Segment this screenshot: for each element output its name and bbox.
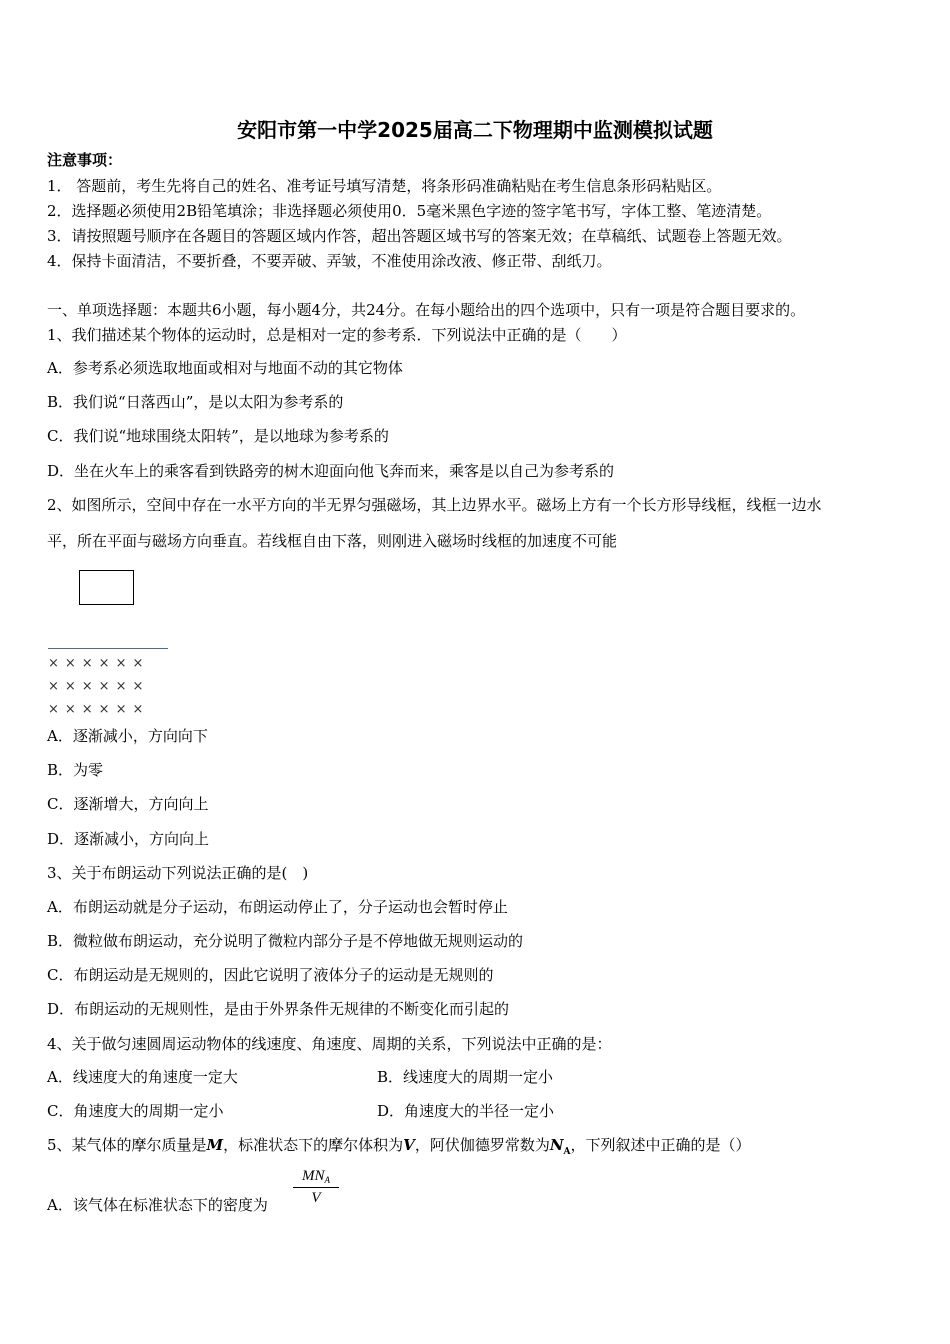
question-2-stem-line2: 平，所在平面与磁场方向垂直。若线框自由下落，则刚进入磁场时线框的加速度不可能 — [47, 532, 618, 550]
q5-avogadro-symbol: N — [549, 1136, 564, 1154]
question-4-option-b: B．线速度大的周期一定小 — [377, 1068, 554, 1086]
q5-stem-text: ，标准状态下的摩尔体积为 — [223, 1136, 404, 1154]
field-row: ×××××× — [48, 679, 150, 694]
question-4-option-c: C．角速度大的周期一定小 — [47, 1102, 224, 1120]
magnetic-field-diagram — [48, 652, 149, 721]
question-5-option-a: A．该气体在标准状态下的密度为 — [47, 1196, 268, 1214]
fraction-denominator: V — [311, 1190, 321, 1206]
notice-heading: 注意事项： — [47, 151, 123, 169]
question-1-option-b: B．我们说“日落西山”，是以太阳为参考系的 — [47, 393, 344, 411]
question-2-option-d: D．逐渐减小，方向向上 — [47, 830, 210, 848]
question-4-stem: 4、关于做匀速圆周运动物体的线速度、角速度、周期的关系，下列说法中正确的是： — [47, 1035, 612, 1053]
page-title: 安阳市第一中学2025届高二下物理期中监测模拟试题 — [237, 118, 713, 142]
magnetic-field-boundary — [48, 648, 168, 649]
q5-stem-text: ，下列叙述中正确的是（） — [570, 1136, 751, 1154]
field-row: ×××××× — [48, 702, 150, 717]
fraction-numerator — [293, 1168, 339, 1188]
numerator-text: MN — [302, 1168, 325, 1184]
question-5-stem — [47, 1135, 751, 1162]
question-3-option-a: A．布朗运动就是分子运动，布朗运动停止了，分子运动也会暂时停止 — [47, 898, 508, 916]
question-3-option-c: C．布朗运动是无规则的，因此它说明了液体分子的运动是无规则的 — [47, 966, 494, 984]
q5-avogadro-subscript: A — [563, 1147, 571, 1157]
question-1-option-d: D．坐在火车上的乘客看到铁路旁的树木迎面向他飞奔而来，乘客是以自己为参考系的 — [47, 462, 615, 480]
notice-item: 1． 答题前，考生先将自己的姓名、准考证号填写清楚，将条形码准确粘贴在考生信息条形码粘贴区。 — [47, 177, 722, 195]
notice-item: 3．请按照题号顺序在各题目的答题区域内作答，超出答题区域书写的答案无效；在草稿纸、试题卷上答题无效。 — [47, 227, 792, 245]
q5-volume-symbol: V — [403, 1136, 415, 1154]
notice-item: 4．保持卡面清洁，不要折叠，不要弄破、弄皱，不准使用涂改液、修正带、刮纸刀。 — [47, 252, 612, 270]
numerator-subscript: A — [324, 1175, 330, 1185]
question-2-stem-line1: 2、如图所示，空间中存在一水平方向的半无界匀强磁场，其上边界水平。磁场上方有一个长方形导线框，线框一边水 — [47, 496, 822, 514]
question-2-option-a: A．逐渐减小，方向向下 — [47, 727, 208, 745]
question-2-option-c: C．逐渐增大，方向向上 — [47, 795, 209, 813]
section-heading: 一、单项选择题：本题共6小题，每小题4分，共24分。在每小题给出的四个选项中，只有一项是符合题目要求的。 — [47, 301, 806, 319]
question-4-option-a: A．线速度大的角速度一定大 — [47, 1068, 238, 1086]
question-1-stem: 1、我们描述某个物体的运动时，总是相对一定的参考系．下列说法中正确的是（ ） — [47, 326, 627, 344]
q5-stem-text: 5、某气体的摩尔质量是 — [47, 1136, 207, 1154]
question-3-option-d: D．布朗运动的无规则性，是由于外界条件无规律的不断变化而引起的 — [47, 1000, 510, 1018]
density-fraction — [293, 1168, 339, 1207]
wire-frame-diagram — [79, 570, 134, 605]
question-1-option-a: A．参考系必须选取地面或相对与地面不动的其它物体 — [47, 359, 403, 377]
question-1-option-c: C．我们说“地球围绕太阳转”，是以地球为参考系的 — [47, 427, 389, 445]
field-row: ×××××× — [48, 656, 150, 671]
q5-stem-text: ，阿伏伽德罗常数为 — [414, 1136, 550, 1154]
question-3-stem: 3、关于布朗运动下列说法正确的是( ) — [47, 864, 309, 882]
question-3-option-b: B．微粒做布朗运动，充分说明了微粒内部分子是不停地做无规则运动的 — [47, 932, 524, 950]
q5-molar-mass-symbol: M — [206, 1136, 224, 1154]
question-4-option-d: D．角速度大的半径一定小 — [377, 1102, 555, 1120]
notice-item: 2．选择题必须使用2B铅笔填涂；非选择题必须使用0．5毫米黑色字迹的签字笔书写，字体工整、笔迹清楚。 — [47, 202, 772, 220]
question-2-option-b: B．为零 — [47, 761, 104, 779]
